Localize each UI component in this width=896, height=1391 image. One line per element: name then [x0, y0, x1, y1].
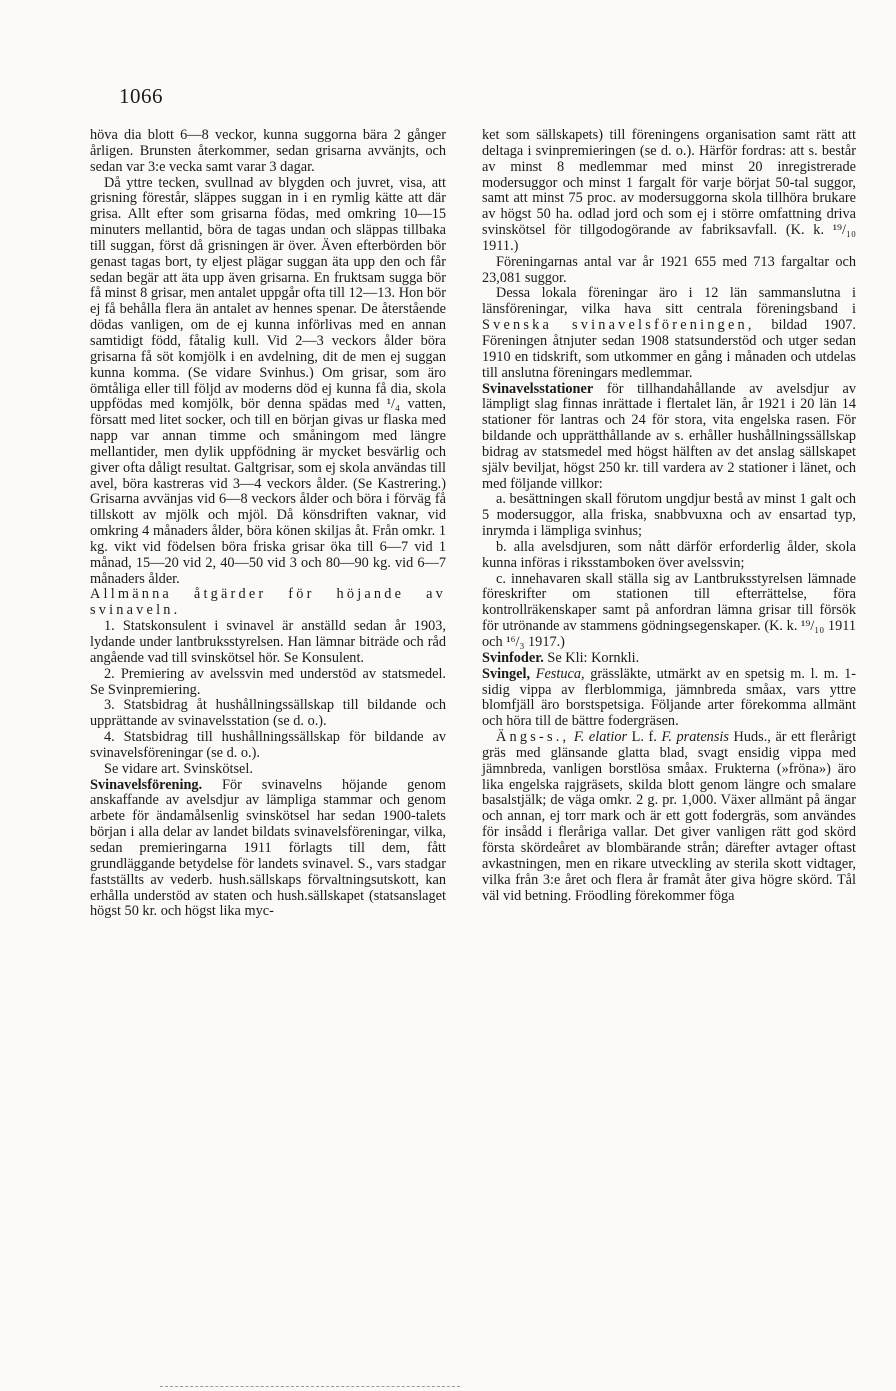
paragraph-text: bildad 1907. Föreningen åtnjuter sedan 1908 statsunderstöd och utger sedan 1910 en tidskrift, som utkommer en gång i månaden och utdelas till anslutna föreningars medlemmar.: [482, 317, 856, 381]
paragraph: 2. Premiering av avelssvin med understöd av statsmedel. Se Svinpremiering.: [90, 665, 446, 698]
paragraph: höva dia blott 6—8 veckor, kunna suggorna bära 2 gånger årligen. Brunsten återkommer, sedan grisarna avvänjts, och sedan var 3:e vecka samt varar 3 dagar.: [90, 127, 446, 175]
latin-name: F. pratensis: [661, 729, 729, 746]
paragraph: c. innehavaren skall ställa sig av Lantbruksstyrelsen lämnade föreskrifter om stationen till efterrättelse, föra kontrollräkenskaper samt på anfordran lämna grisar till försök för utrönande av stammens gödningsegenskaper. (K. k. ¹⁹/₁₀ 1911 och ¹⁶/₃ 1917.): [482, 570, 856, 650]
entry-body: för tillhandahållande av avelsdjur av lämpligt slag finnas inrättade i flertalet län, år 1921 i 20 län 14 stationer för lantras och 24 för stora, vita engelska rasen. För bildande och upprätthållande av s. erhåller hushållningssällskap bidrag av statsmedel med högst hälften av det anslag sällskapet själv beviljat, högst 250 kr. till vardera av 2 stationer i länet, och med följande villkor:: [482, 380, 856, 492]
entry-body: För svinavelns höjande genom anskaffande av avelsdjur av lämpliga stammar och genom arbete för ändamålsenlig svinskötsel har sedan 1900-talets början i alla delar av landet bildats svinavelsföreningar, vilka, sedan premieringarna 1911 förlagts till dem, fått grundläggande betydelse för landets svinavel. S., vars stadgar fastställts av vederb. hush.sällskaps förvaltningsutskott, kan erhålla understöd av staten och hush.sällskapet (statsanslaget högst 50 kr. och högst lika myc-: [90, 776, 447, 920]
paragraph: Se vidare art. Svinskötsel.: [104, 760, 253, 777]
section-heading: [90, 587, 446, 619]
paragraph-text: Huds., är ett flerårigt gräs med glänsande glatta blad, svagt ensidig vippa med jämnbreda, vanligen borstlösa småax. Frukterna (»fröna») äro lika engelska rajgräsets, skilda blott genom längre och smalare basalstjälk; de väga omkr. 2 g. pr. 1,000. Växer allmänt på ängar och annan, ej torr mark och är ett gott fodergräs, som användes för insådd i fleråriga vallar. Det giver vanligen rätt god skörd första skördeåret av blombärande strån; därefter avtager oftast avkastningen, men en rikare utveckling av sterila skott vidtager, vilka från 3:e året och flera år framåt åter giva högre skörd. Tål väl vid betning. Fröodling förekommer föga: [482, 729, 857, 904]
entry-svinavelsstationer: [482, 382, 856, 493]
paragraph: 4. Statsbidrag till hushållningssällskap för bildande av svinavelsföreningar (se d. o.).: [90, 729, 446, 761]
spaced-name: Svenska svinavelsföreningen,: [482, 317, 755, 334]
page-number: 1066: [119, 84, 163, 108]
paragraph: 1. Statskonsulent i svinavel är anställd sedan år 1903, lydande under lantbruksstyrelsen. Han lämnar biträde och råd angående vad till svinskötsel hör. Se Konsulent.: [90, 618, 446, 666]
entry-svingel: [482, 667, 856, 730]
latin-name: F. elatior: [573, 729, 628, 746]
paragraph: b. alla avelsdjuren, som nått därför erforderlig ålder, skola kunna införas i riksstamboken över avelssvin;: [482, 538, 856, 571]
spaced-name: Ängs-s.,: [496, 729, 570, 746]
entry-headword: Svingel,: [482, 665, 531, 682]
entry-headword: Svinavelsstationer: [482, 380, 594, 397]
paragraph: [482, 286, 856, 381]
spaced-heading: Allmänna åtgärder för höjande av svinaveln.: [90, 586, 446, 619]
entry-svinfoder: [482, 651, 856, 667]
entry-headword: Svinavelsförening.: [90, 776, 203, 793]
paragraph: Föreningarnas antal var år 1921 655 med 713 fargaltar och 23,081 suggor.: [482, 253, 856, 286]
latin-name: Festuca,: [535, 665, 585, 682]
paragraph-text: L. f.: [631, 729, 657, 746]
paragraph-text: Dessa lokala föreningar äro i 12 län sammanslutna i länsföreningar, vilka hava sitt centrala föreningsband i: [482, 285, 856, 318]
left-column: [90, 128, 446, 920]
entry-svinavelsforening: [90, 778, 446, 921]
paragraph: 3. Statsbidrag åt hushållningssällskap till bildande och upprättande av svinavelsstation (se d. o.).: [90, 697, 446, 730]
paragraph: ket som sällskapets) till föreningens organisation samt rätt att deltaga i svinpremieringen (se d. o.). Härför fordras: att s. består av minst 8 medlemmar med minst 20 inregistrerade modersuggor och minst 1 fargalt för varje börjat 50-tal suggor, samt att minst 75 proc. av modersuggorna skola tillhöra brukare av högst 50 ha. odlad jord och som ej i större omfattning driva svinskötsel för tillgodogörande av fabriksavfall. (K. k. ¹⁹/₁₀ 1911.): [482, 127, 856, 254]
paragraph: [482, 730, 856, 904]
entry-body: grässläkte, utmärkt av en spetsig m. l. m. 1-sidig vippa av flerblommiga, jämnbreda småax, vars yttre blomfjäll äro borstspetsiga. Följande arter förekomma allmänt och höra till de bättre fodergräsen.: [482, 665, 857, 730]
entry-body: Se Kli: Kornkli.: [547, 649, 640, 666]
right-column: [482, 128, 856, 904]
paragraph: Då yttre tecken, svullnad av blygden och juvret, visa, att grisning förestår, släppes suggan in i en rymlig kätte att där grisa. Allt efter som grisarna födas, med omkring 10—15 minuters mellantid, böra de tagas undan och släppas tillbaka till suggan, först då grisningen är över. Även efterbörden bör genast tagas bort, ty eljest plägar suggan äta upp den och får sedan begär att äta upp även grisarna. En fruktsam sugga bör få minst 8 grisar, men antalet uppgår ofta till 12—13. Hon bör ej få behålla flera än antalet av hennes spenar. De återstående dödas vanligen, om de ej kunna införlivas med en annan samtidigt född, fåtalig kull. Vid 2—3 veckors ålder böra grisarna få söt komjölk i en avdelning, dit de men ej suggan kunna komma. (Se vidare Svinhus.) Om grisar, som äro ömtåliga eller till följd av moderns död ej kunna få dia, skola uppfödas med komjölk, bör denna spädas med ¹/₄ vatten, försatt med litet socker, och till en början givas ur flaska med napp var annan timme och småningom med längre mellantider, men dylik uppfödning är mycket besvärlig och giver ofta dåligt resultat. Galtgrisar, som ej skola användas till avel, böra kastreras vid 3—4 veckors ålder. (Se Kastrering.) Grisarna avvänjas vid 6—8 veckors ålder och böra i förväg få tillskott av mjölk och mjöl. Då könsdriften vaknar, vid omkring 4 månaders ålder, böra könen skiljas åt. Från omkr. 1 kg. vikt vid födelsen böra friska grisar öka till 6—7 vid 1 månad, 15—20 vid 2, 40—50 vid 3 och 80—90 kg. vid 6—7 månaders ålder.: [90, 174, 446, 587]
paragraph: a. besättningen skall förutom ungdjur bestå av minst 1 galt och 5 modersuggor, alla friska, snabbvuxna och av ensartad typ, inrymda i lämpliga svinhus;: [482, 491, 856, 540]
entry-headword: Svinfoder.: [482, 649, 544, 666]
footer-rule: [160, 1386, 460, 1389]
